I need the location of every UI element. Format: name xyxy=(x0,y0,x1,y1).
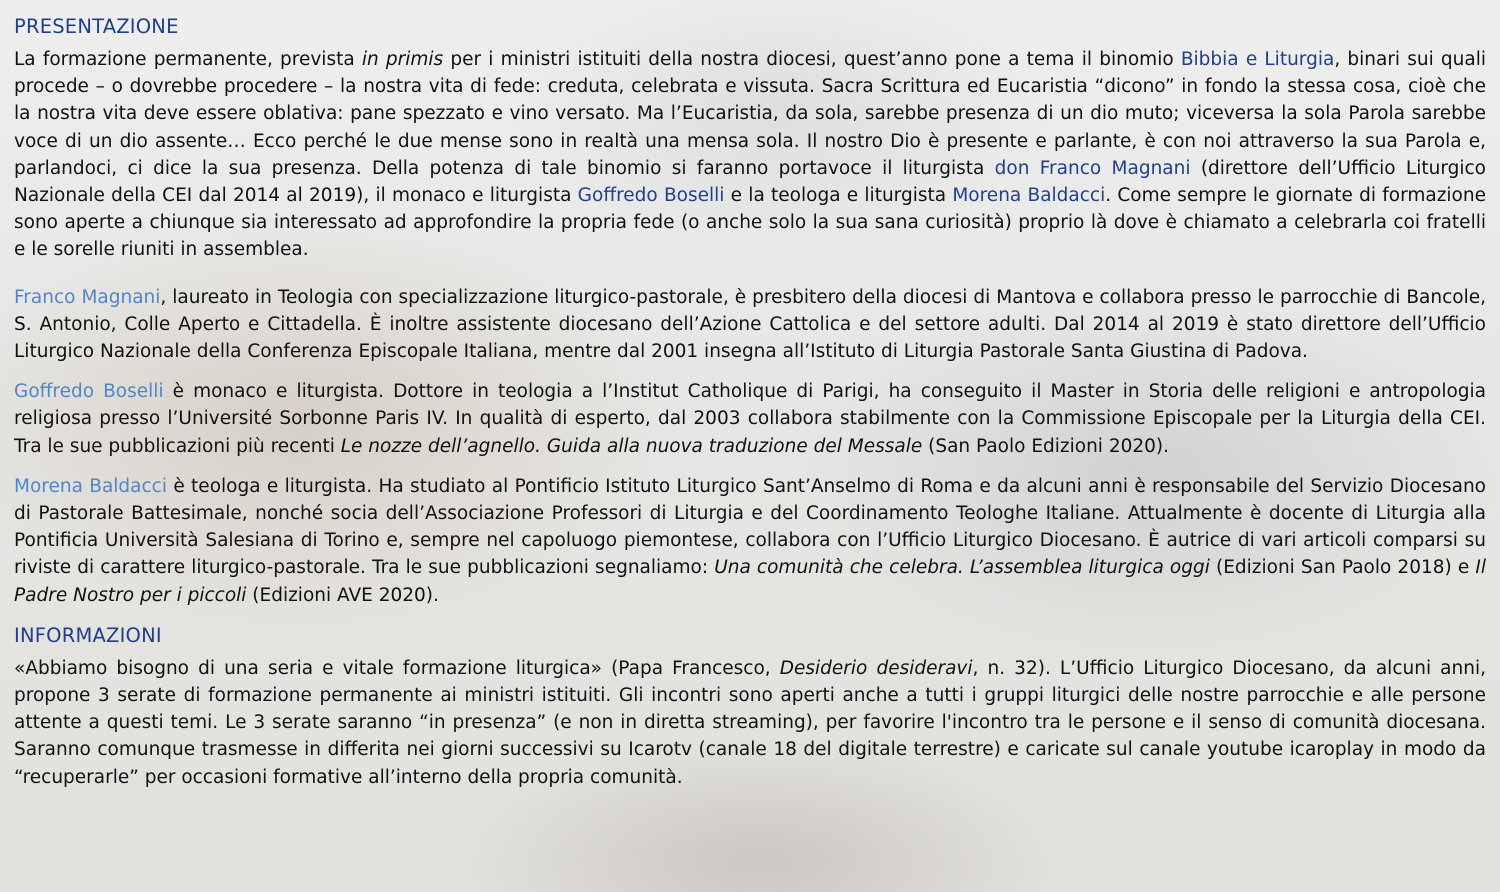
bio-magnani: Franco Magnani, laureato in Teologia con specializzazione liturgico-pastorale, è presbitero della diocesi di Mantova e collabora presso le parrocchie di Bancole, S. Antonio, Colle Aperto e Cittadella. È inoltre assistente diocesano dell’Azione Cattolica e del settore adulti. Dal 2014 al 2019 è stato direttore dell’Ufficio Liturgico Nazionale della Conferenza Episcopale Italiana, mentre dal 2001 insegna all’Istituto di Liturgia Pastorale Santa Giustina di Padova. xyxy=(14,286,1486,363)
bio-name-magnani: Franco Magnani xyxy=(14,286,161,308)
theme-highlight: Bibbia e Liturgia xyxy=(1180,49,1335,70)
presentazione-paragraph: La formazione permanente, prevista in primis per i ministri istituiti della nostra diocesi, quest’anno pone a tema il binomio Bibbia e Liturgia, binari sui quali procede – o dovrebbe procedere – la nostra vita di fede: creduta, celebrata e vissuta. Sacra Scrittura ed Eucaristia “dicono” in fondo la stessa cosa, cioè che la nostra vita deve essere oblativa: pane spezzato e vino versato. Ma l’Eucaristia, da sola, sarebbe presenza di un dio muto; viceversa la sola Parola sarebbe voce di un dio assente… Ecco perché le due mense sono in realtà una mensa sola. Il nostro Dio è presente e parlante, è con noi attraverso la sua Parola e, parlandoci, ci dice la sua presenza. Della potenza di tale binomio si faranno portavoce il liturgista don Franco Magnani (direttore dell’Ufficio Liturgico Nazionale della CEI dal 2014 al 2019), il monaco e liturgista Goffredo Boselli e la teologa e liturgista Morena Baldacci. Come sempre le giornate di formazione sono aperte a chiunque sia interessato ad approfondire la propria fede (o anche solo la sua sana curiosità) proprio là dove è chiamato a celebrarla coi fratelli e le sorelle riuniti in assemblea. xyxy=(14,49,1487,261)
bio-boselli: Goffredo Boselli è monaco e liturgista. Dottore in teologia a l’Institut Catholique di Parigi, ha conseguito il Master in Storia delle religioni e antropologia religiosa presso l’Université Sorbonne Paris IV. In qualità di esperto, dal 2003 collabora stabilmente con la Commissione Episcopale per la Liturgia della CEI. Tra le sue pubblicazioni più recenti Le nozze dell’agnello. Guida alla nuova traduzione del Messale (San Paolo Edizioni 2020). xyxy=(14,381,1487,457)
speaker-baldacci-mention: Morena Baldacci xyxy=(952,185,1106,207)
bio-baldacci: Morena Baldacci è teologa e liturgista. Ha studiato al Pontificio Istituto Liturgico Sant’Anselmo di Roma e da alcuni anni è responsabile del Servizio Diocesano di Pastorale Battesimale, nonché socia dell’Associazione Professori di Liturgia e del Coordinamento Teologhe Italiane. Attualmente è docente di Liturgia alla Pontificia Università Salesiana di Torino e, sempre nel capoluogo piemontese, collabora con l’Ufficio Liturgico Diocesano. È autrice di vari articoli comparsi su riviste di carattere liturgico-pastorale. Tra le sue pubblicazioni segnaliamo: Una comunità che celebra. L’assemblea liturgica oggi (Edizioni San Paolo 2018) e Il Padre Nostro per i piccoli (Edizioni AVE 2020). xyxy=(14,475,1486,606)
latin-phrase: in primis xyxy=(361,49,444,70)
section-heading-informazioni: INFORMAZIONI xyxy=(14,623,162,647)
informazioni-paragraph: «Abbiamo bisogno di una seria e vitale formazione liturgica» (Papa Francesco, Desiderio desideravi, n. 32). L’Ufficio Liturgico Diocesano, da alcuni anni, propone 3 serate di formazione permanente ai ministri istituiti. Gli incontri sono aperti anche a tutti i gruppi liturgici delle nostre parrocchie e alle persone attente a questi temi. Le 3 serate saranno “in presenza” (e non in diretta streaming), per favorire l'incontro tra le persone e il senso di comunità diocesana. Saranno comunque trasmesse in differita nei giorni successivi su Icarotv (canale 18 del digitale terrestre) e caricate sul canale youtube icaroplay in modo da “recuperarle” per occasioni formative all’interno della propria comunità. xyxy=(14,657,1486,788)
speaker-magnani-mention: don Franco Magnani xyxy=(994,157,1191,179)
section-heading-presentazione: PRESENTAZIONE xyxy=(14,15,179,38)
document-title: Desiderio desideravi xyxy=(779,657,973,679)
book-title: Le nozze dell’agnello. Guida alla nuova traduzione del Messale xyxy=(340,435,923,457)
book-title: Il Padre Nostro per i piccoli xyxy=(14,557,1486,606)
book-title: Una comunità che celebra. L’assemblea liturgica oggi xyxy=(714,557,1210,579)
bio-name-baldacci: Morena Baldacci xyxy=(14,475,167,497)
bio-name-boselli: Goffredo Boselli xyxy=(14,381,164,403)
speaker-boselli-mention: Goffredo Boselli xyxy=(577,185,725,207)
